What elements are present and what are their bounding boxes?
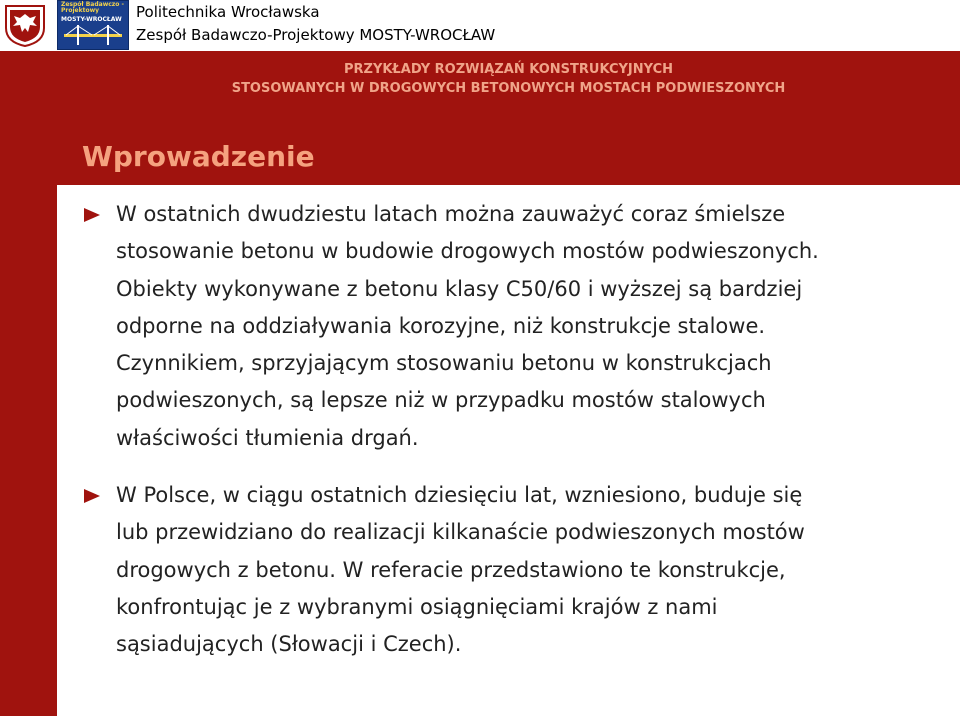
triangle-right-icon: [84, 489, 100, 503]
bullet-line: Obiekty wykonywane z betonu klasy C50/60 i wyższej są bardziej: [116, 276, 803, 301]
bullet-line: drogowych z betonu. W referacie przedstawiono te konstrukcje,: [116, 557, 786, 582]
bullet-line: W Polsce, w ciągu ostatnich dziesięciu lat, wzniesiono, buduje się: [116, 483, 803, 507]
bullet-text: [116, 196, 904, 457]
bullet-text: [116, 477, 904, 663]
logo-small-text: Zespół Badawczo - Projektowy: [61, 1, 124, 14]
logo-brand-text: MOSTY-WROCŁAW: [61, 16, 122, 23]
banner-title-line2: STOSOWANYCH W DROGOWYCH BETONOWYCH MOSTACH PODWIESZONYCH: [231, 81, 786, 96]
slide-title: Wprowadzenie: [82, 140, 315, 173]
bullet-line: sąsiadujących (Słowacji i Czech).: [116, 632, 462, 657]
bullet-line: lub przewidziano do realizacji kilkanaście podwieszonych mostów: [116, 520, 805, 545]
bullet-item: [84, 477, 904, 663]
bullet-item: [84, 196, 904, 457]
bullet-line: Czynnikiem, sprzyjającym stosowaniu betonu w konstrukcjach: [116, 351, 772, 376]
bullet-line: stosowanie betonu w budowie drogowych mostów podwieszonych.: [116, 239, 819, 264]
research-group-name: Zespół Badawczo-Projektowy MOSTY-WROCŁAW: [136, 26, 496, 44]
banner-title-line1: PRZYKŁADY ROZWIĄZAŃ KONSTRUKCYJNYCH: [343, 62, 673, 77]
bullet-line: podwieszonych, są lepsze niż w przypadku mostów stalowych: [116, 388, 766, 413]
left-red-band: [0, 51, 57, 716]
bullet-line: W ostatnich dwudziestu latach można zauważyć coraz śmielsze: [116, 202, 786, 226]
triangle-right-icon: [84, 208, 100, 222]
bullet-line: odporne na oddziaływania korozyjne, niż konstrukcje stalowe.: [116, 313, 766, 338]
bullet-line: konfrontując je z wybranymi osiągnięciami krajów z nami: [116, 594, 718, 619]
bridge-icon: [57, 0, 129, 50]
eagle-shield-icon: [2, 2, 48, 48]
university-name: Politechnika Wrocławska: [136, 3, 320, 21]
bullet-line: właściwości tłumienia drgań.: [116, 425, 419, 450]
